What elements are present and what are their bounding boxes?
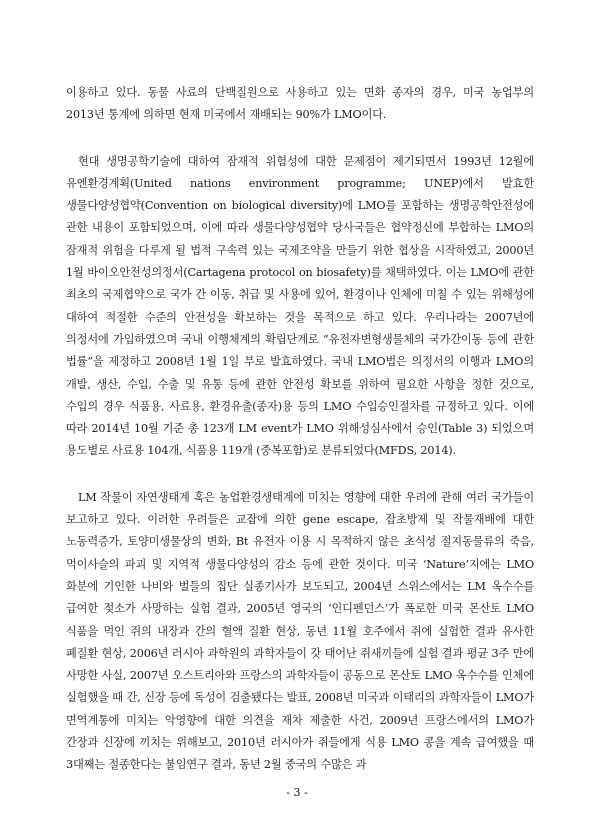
paragraph-3: LM 작물이 자연생태계 혹은 농업환경생태계에 미치는 영향에 대한 우려에 관해 여러 국가들이 보고하고 있다. 이러한 우려들은 교잡에 의한 gene escape, 잡초방제 및 작물재배에 대한 노동력증가, 토양미생물상의 변화, Bt 유전자 이용 시 목적하지 않은 초식성 절지동물류의 죽음, 먹이사슬의 파괴 및 지역적 생물다양성의 감소 등에 관한 것이다. 미국 ‘Nature’지에는 LMO 화분에 기인한 나비와 벌들의 집단 실종기사가 보도되고, 2004년 스위스에서는 LM 옥수수를 급여한 젖소가 사망하는 실험 결과, 2005년 영국의 ‘인디펜던스’가 폭로한 미국 몬산토 LMO 식품을 먹인 쥐의 내장과 간의 혈액 질환 현상, 동년 11월 호주에서 쥐에 실험한 결과 유사한 폐질환 현상, 2006년 러시아 과학원의 과학자들이 갓 태어난 쥐새끼들에 실험 결과 평균 3주 만에 사망한 사실, 2007년 오스트리아와 프랑스의 과학자들이 공동으로 몬산토 LMO 옥수수를 인체에 실험했을 때 간, 신장 등에 독성이 검출됐다는 발표, 2008년 미국과 이태리의 과학자들이 LMO가 면역계통에 미치는 악영향에 대한 의견을 재차 제출한 사건, 2009년 프랑스에서의 LMO가 간장과 신장에 끼치는 위해보고, 2010년 러시아가 쥐들에게 식용 LMO 콩을 계속 급여했을 때 3대째는 절종한다는 불임연구 결과, 동년 2월 중국의 수많은 과 <box>66 490 534 772</box>
paragraph-2: 현대 생명공학기술에 대하여 잠재적 위험성에 대한 문제점이 제기되면서 1993년 12월에 유엔환경계획(United nations environment programme; UNEP)에서 발효한 생물다양성협약(Convention on biological diversity)에 LMO를 포함하는 생명공학안전성에 관한 내용이 포함되었으며, 이에 따라 생물다양성협약 당사국들은 협약정신에 부합하는 LMO의 잠재적 위험을 다루게 될 법적 구속력 있는 국제조약을 만들기 위한 협상을 시작하였고, 2000년 1월 바이오안전성의정서(Cartagena protocol on biosafety)를 채택하였다. 이는 LMO에 관한 최초의 국제협약으로 국가 간 이동, 취급 및 사용에 있어, 환경이나 인체에 미칠 수 있는 위해성에 대하여 적절한 수준의 안전성을 확보하는 것을 목적으로 하고 있다. 우리나라는 2007년에 의정서에 가입하였으며 국내 이행체계의 확립단계로 “유전자변형생물체의 국가간이동 등에 관한 법률”을 제정하고 2008년 1월 1일 부로 발효하였다. 국내 LMO법은 의정서의 이행과 LMO의 개발, 생산, 수입, 수출 및 유통 등에 관한 안전성 확보를 위하여 필요한 사항을 정한 것으로, 수입의 경우 식품용, 사료용, 환경유출(종자)용 등의 LMO 수입승인절차를 규정하고 있다. 이에 따라 2014년 10월 기준 총 123개 LM event가 LMO 위해성심사에서 승인(Table 3) 되었으며 용도별로 사료용 104개, 식품용 119개 (중복포함)로 분류되었다(MFDS, 2014). <box>66 154 534 458</box>
paragraph-1: 이용하고 있다. 동물 사료의 단백질원으로 사용하고 있는 면화 종자의 경우, 미국 농업부의 2013년 통계에 의하면 현재 미국에서 재배되는 90%가 LMO이다. <box>66 86 534 122</box>
page-number: - 3 - <box>286 786 308 799</box>
paragraph-gap <box>66 127 534 151</box>
body-text <box>66 82 534 777</box>
paragraph-gap <box>66 463 534 487</box>
